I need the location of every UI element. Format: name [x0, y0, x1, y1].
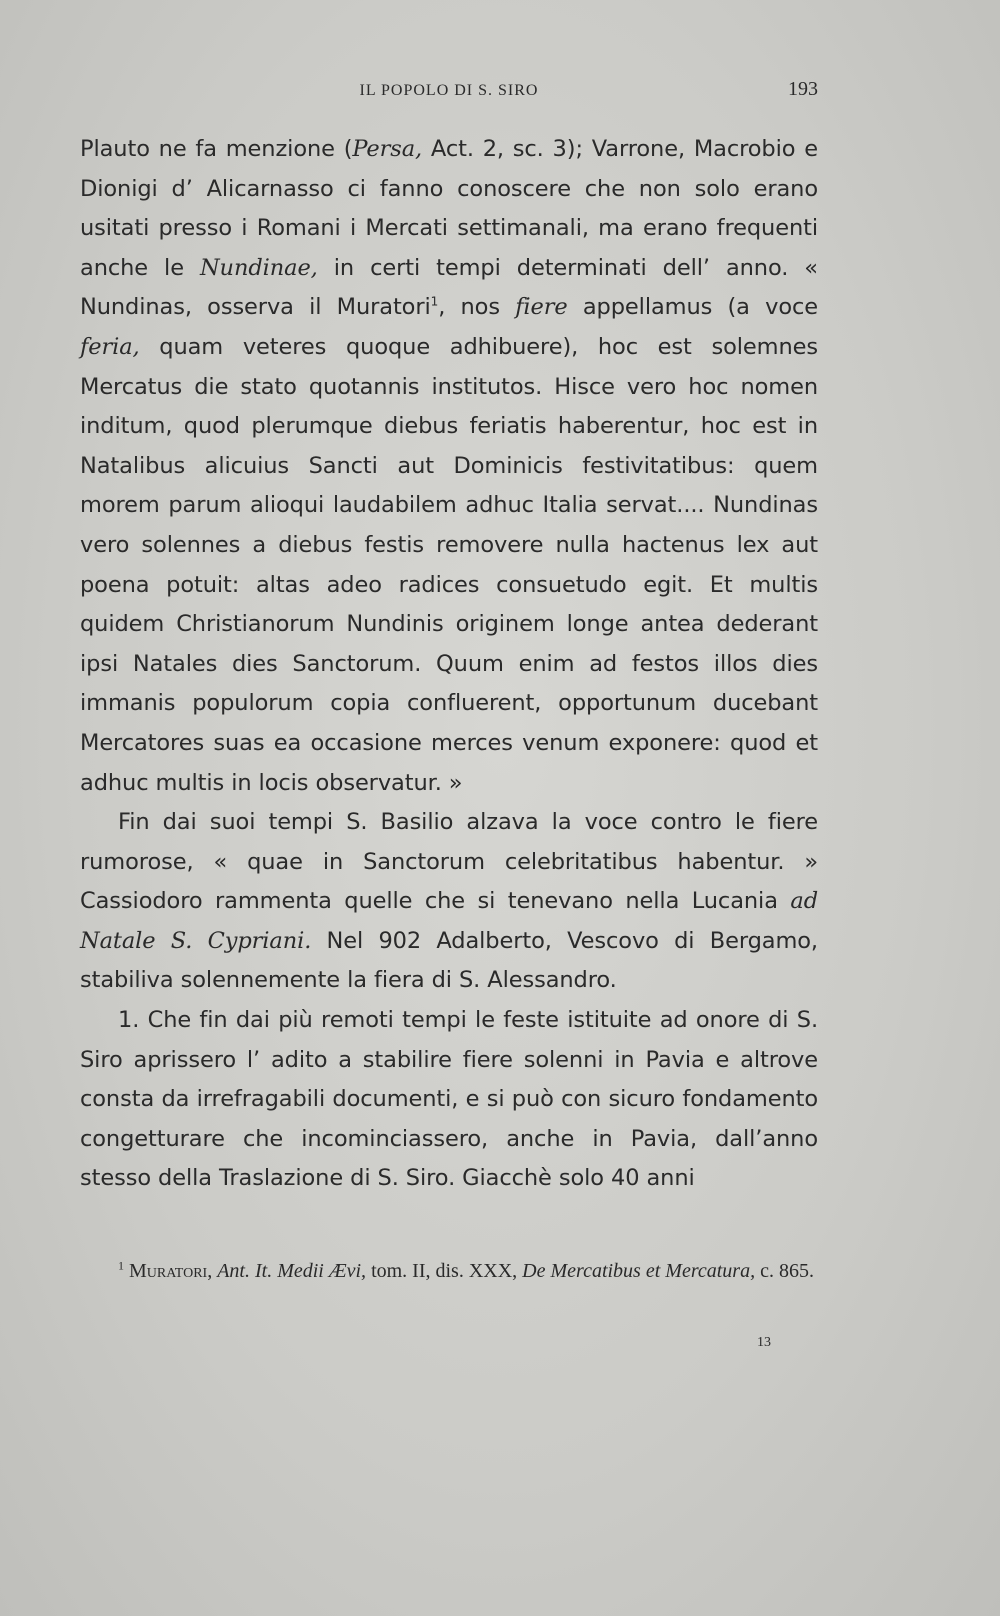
paragraph-2: Fin dai suoi tempi S. Basilio alzava la voce contro le fiere rumorose, « quae in Sanctorum celebritatibus habentur. » Cassiodoro rammenta quelle che si tenevano nella Lucania ad Natale S. Cypriani. Nel 902 Adalberto, Vescovo di Bergamo, stabiliva solennemente la fiera di S. Alessandro.: [80, 809, 818, 994]
body-text: [80, 130, 818, 1199]
paragraph-1: Plauto ne fa menzione (Persa, Act. 2, sc. 3); Varrone, Macrobio e Dionigi d’ Alicarnasso ci fanno conoscere che non solo erano usitati presso i Romani i Mercati settimanali, ma erano frequenti anche le Nundinae, in certi tempi determinati dell’ anno. « Nundinas, osserva il Muratori$^1$, nos fiere appellamus (a voce feria, quam veteres quoque adhibuere), hoc est solemnes Mercatus die stato quotannis institutos. Hisce vero hoc nomen inditum, quod plerumque diebus feriatis haberentur, hoc est in Natalibus alicuius Sancti aut Dominicis festivitatibus: quem morem parum alioqui laudabilem adhuc Italia servat.... Nundinas vero solennes a diebus festis removere nulla hactenus lex aut poena potuit: altas adeo radices consuetudo egit. Et multis quidem Christianorum Nundinis originem longe antea dederant ipsi Natales dies Sanctorum. Quum enim ad festos illos dies immanis populorum copia confluerent, opportunum ducebant Mercatores suas ea occasione merces venum exponere: quod et adhuc multis in locis observatur. »: [80, 136, 819, 796]
signature-mark: 13: [757, 1335, 771, 1350]
footnote: $^1$ Muratori, Ant. It. Medii Ævi, tom. II, dis. XXX, De Mercatibus et Mercatura, c. 865.: [118, 1258, 814, 1282]
page-header: [80, 78, 818, 108]
paragraph-3: 1. Che fin dai più remoti tempi le feste istituite ad onore di S. Siro aprissero l’ adito a stabilire fiere solenni in Pavia e altrove consta da irrefragabili documenti, e si può con sicuro fondamento congetturare che incominciassero, anche in Pavia, dall’anno stesso della Traslazione di S. Siro. Giacchè solo 40 anni: [80, 1007, 818, 1192]
footnote-ref: 1: [430, 294, 439, 309]
page-number: 193: [788, 78, 818, 100]
running-head: IL POPOLO DI S. SIRO: [359, 82, 539, 99]
